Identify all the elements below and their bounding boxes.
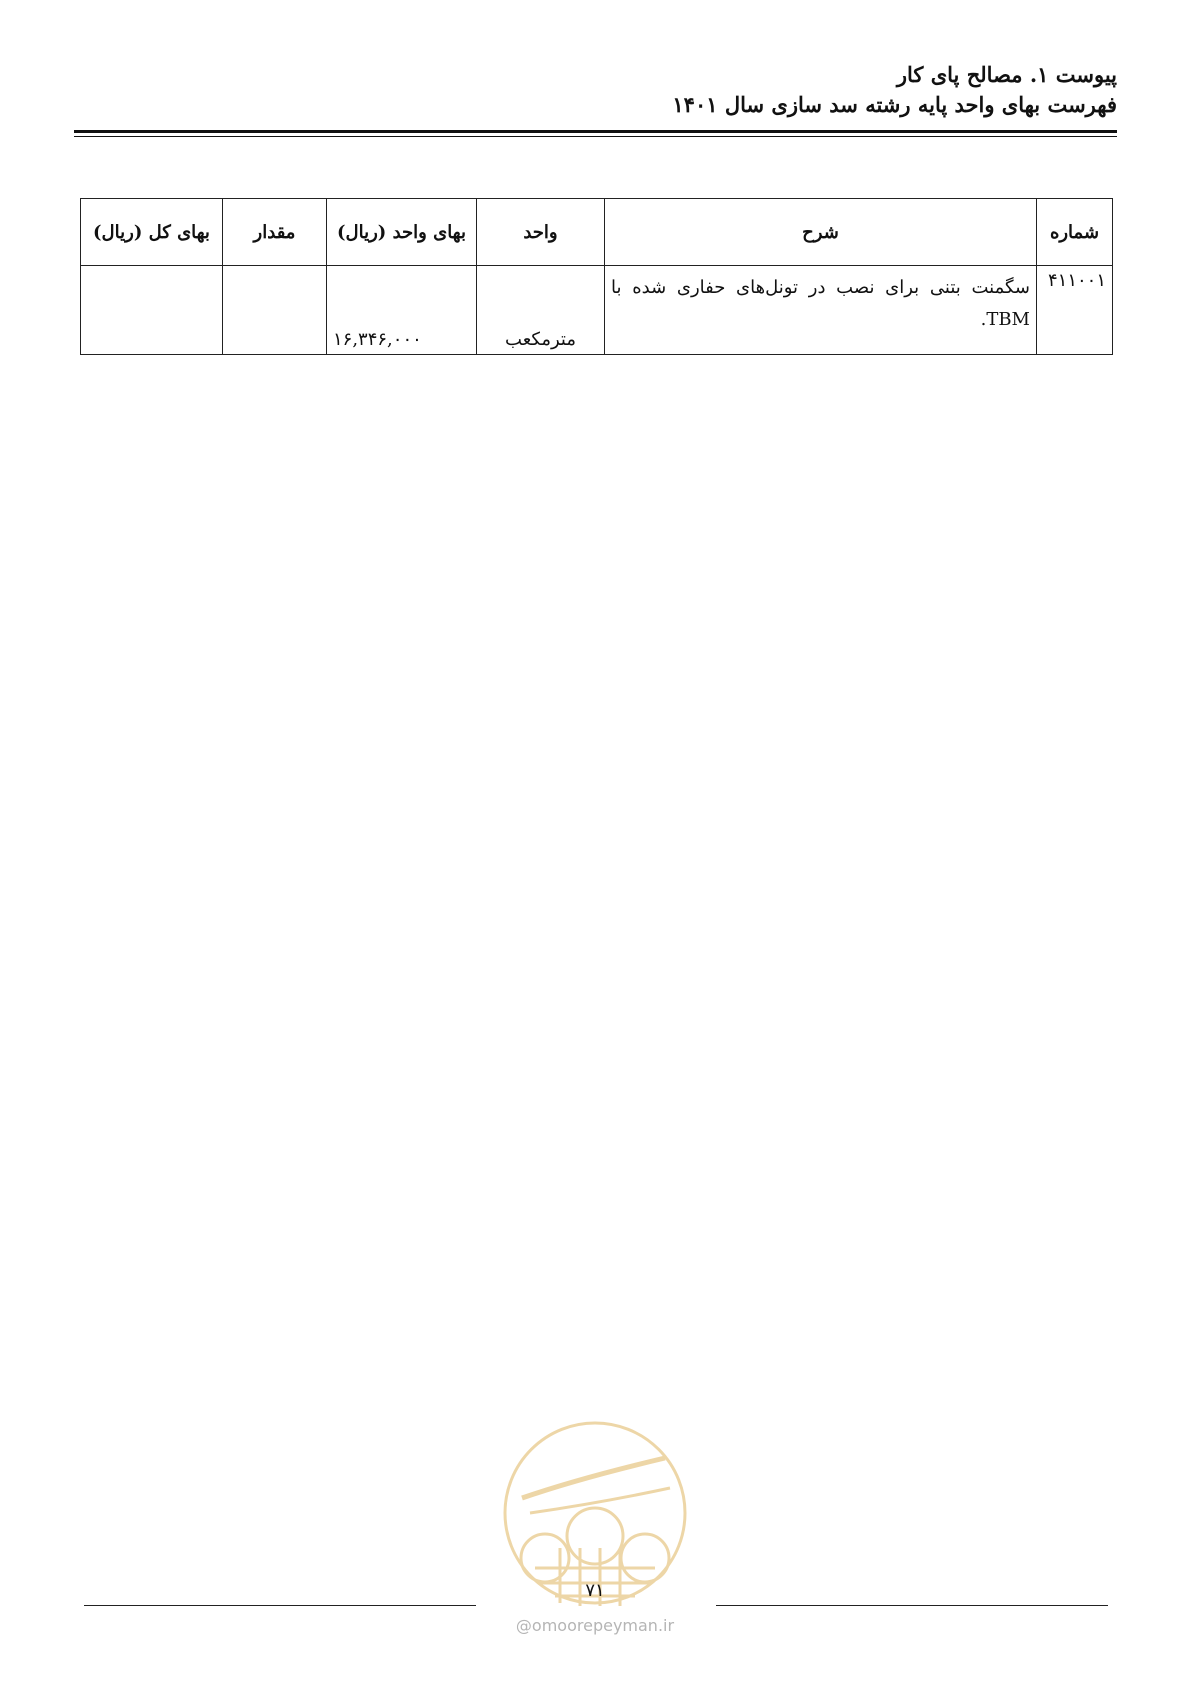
footer-rule-right — [716, 1605, 1108, 1606]
cell-quantity — [223, 266, 327, 355]
table-header-row — [81, 199, 1113, 266]
website-text: omoorepeyman.ir — [531, 1616, 675, 1635]
column-header-unit-price: بهای واحد (ریال) — [327, 199, 477, 266]
cell-description: سگمنت بتنی برای نصب در تونل‌های حفاری شده با TBM. — [605, 266, 1037, 355]
column-header-description: شرح — [605, 199, 1037, 266]
column-header-number: شماره — [1037, 199, 1113, 266]
column-header-quantity: مقدار — [223, 199, 327, 266]
page-header — [67, 60, 1117, 120]
price-table — [80, 198, 1113, 355]
table-row — [81, 266, 1113, 355]
header-appendix-title: پیوست ۱. مصالح پای کار — [896, 62, 1117, 87]
cell-number: ۴۱۱۰۰۱ — [1037, 266, 1113, 355]
column-header-total-price: بهای کل (ریال) — [81, 199, 223, 266]
cell-unit-price: ۱۶,۳۴۶,۰۰۰ — [327, 266, 477, 355]
header-document-title: فهرست بهای واحد پایه رشته سد سازی سال ۱۴۰۱ — [672, 92, 1117, 117]
header-rule-thick — [74, 130, 1117, 133]
footer-rule-left — [84, 1605, 476, 1606]
page-number: ۷۱ — [585, 1580, 605, 1601]
column-header-unit: واحد — [477, 199, 605, 266]
header-rule-thin — [74, 136, 1117, 137]
website-watermark: @omoorepeyman.ir — [515, 1616, 675, 1635]
cell-total-price — [81, 266, 223, 355]
cell-unit: مترمکعب — [477, 266, 605, 355]
